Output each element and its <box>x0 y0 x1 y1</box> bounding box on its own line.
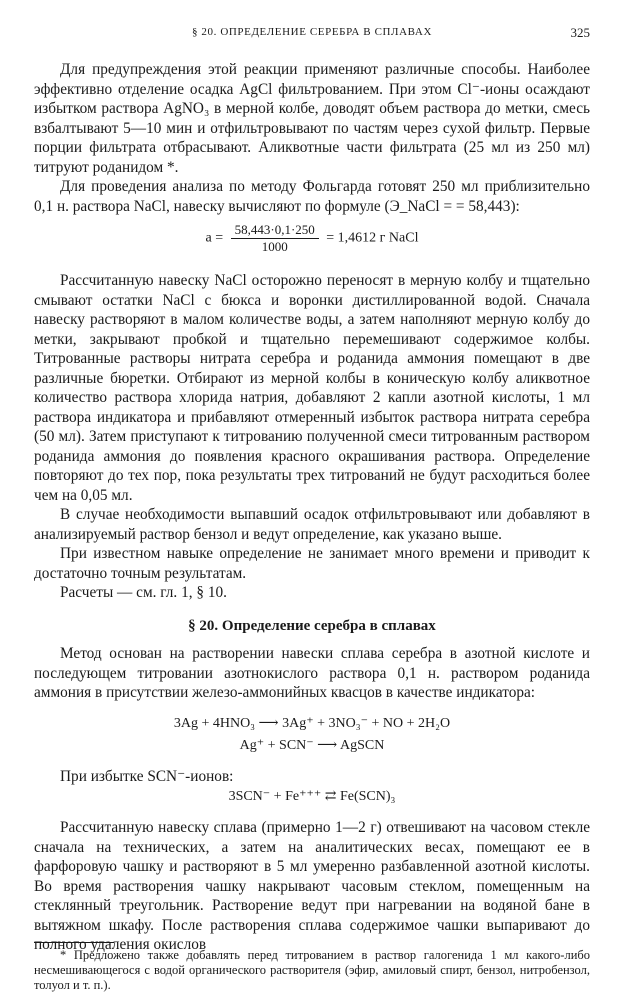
running-header <box>34 26 590 42</box>
footnote-divider <box>34 942 114 943</box>
formula-fraction <box>231 222 319 255</box>
equation: Ag⁺ + SCN⁻ ⟶ AgSCN <box>239 737 385 753</box>
formula-lhs: a = <box>205 230 224 246</box>
navеска-formula <box>34 222 590 255</box>
section-heading: § 20. Определение серебра в сплавах <box>188 617 436 634</box>
formula-rhs: = 1,4612 г NaCl <box>326 230 419 246</box>
header-title: § 20. ОПРЕДЕЛЕНИЕ СЕРЕБРА В СПЛАВАХ <box>191 26 432 38</box>
equation: 3SCN⁻ + Fe⁺⁺⁺ ⇄ Fe(SCN)₃ <box>228 789 396 804</box>
page-body <box>34 60 590 955</box>
formula-denominator: 1000 <box>261 239 288 254</box>
paragraph: Для предупреждения этой реакции применяют различные способы. Наиболее эффективно отделение осадка AgCl фильтрованием. При этом Cl⁻-ионы осаждают избытком раствора AgNO₃ в мерной колбе, доводят объем раствора до метки, смесь взбалтывают 5—10 мин и отфильтровывают по частям через сухой фильтр. Первые порции фильтрата отбрасывают. Аликвотные части фильтрата (25 мл из 250 мл) титруют роданидом *. <box>34 61 590 176</box>
paragraph: При избытке SCN⁻-ионов: <box>60 767 234 785</box>
paragraph: Рассчитанную навеску NaCl осторожно переносят в мерную колбу и тщательно смывают остатки NaCl с бюкса и воронки дистиллированной водой. Сначала навеску растворяют в малом количестве воды, а затем наполняют мерную колбу до метки, закрывают пробкой и тщательно перемешивают содержимое колбы. Титрованные растворы нитрата серебра и роданида аммония помещают в две различные бюретки. Отбирают из мерной колбы в коническую колбу аликвотное количество раствора хлорида натрия, добавляют 2 капли азотной кислоты, 1 мл раствора индикатора и прибавляют отмеренный избыток раствора нитрата серебра (50 мл). Затем приступают к титрованию полученной смеси титрованным раствором роданида аммония до появления красного окрашивания раствора. Определение повторяют до тех пор, пока результаты трех титрований не будут расходиться более чем на 0,05 мл. <box>34 272 590 504</box>
paragraph: Для проведения анализа по методу Фольгарда готовят 250 мл приблизительно 0,1 н. раствора NaCl, навеску вычисляют по формуле (Э_NaCl = = 58,443): <box>34 178 590 215</box>
formula-numerator: 58,443·0,1·250 <box>231 222 319 239</box>
page-number: 325 <box>570 25 590 40</box>
equation: 3Ag + 4HNO₃ ⟶ 3Ag⁺ + 3NO₃⁻ + NO + 2H₂O <box>173 715 451 731</box>
paragraph: В случае необходимости выпавший осадок отфильтровывают или добавляют в анализируемый раствор бензол и ведут определение, как указано выше. <box>34 506 590 543</box>
paragraph: Метод основан на растворении навески сплава серебра в азотной кислоте и последующем титровании азотнокислого раствора 0,1 н. раствором роданида аммония в присутствии железо-аммонийных квасцов в качестве индикатора: <box>34 645 590 701</box>
paragraph: При известном навыке определение не занимает много времени и приводит к достаточно точным результатам. <box>34 545 590 582</box>
paragraph: Рассчитанную навеску сплава (примерно 1—2 г) отвешивают на часовом стекле сначала на технических, а затем на аналитических весах, помещают ее в фарфоровую чашку и растворяют в 5 мл умеренно разбавленной азотной кислоты. Во время растворения чашку накрывают часовым стеклом, помещенным на стеклянный треугольник. Растворение ведут при нагревании на водяной бане в вытяжном шкафу. После растворения сплава содержимое чашки выпаривают до полного удаления окислов <box>34 819 590 953</box>
footnote: * Предложено также добавлять перед титрованием в раствор галогенида 1 мл какого-либо несмешивающегося с водой органического растворителя (эфир, амиловый спирт, бензол, нитробензол, толуол и т. п.). <box>34 948 590 992</box>
paragraph: Расчеты — см. гл. 1, § 10. <box>60 584 227 601</box>
